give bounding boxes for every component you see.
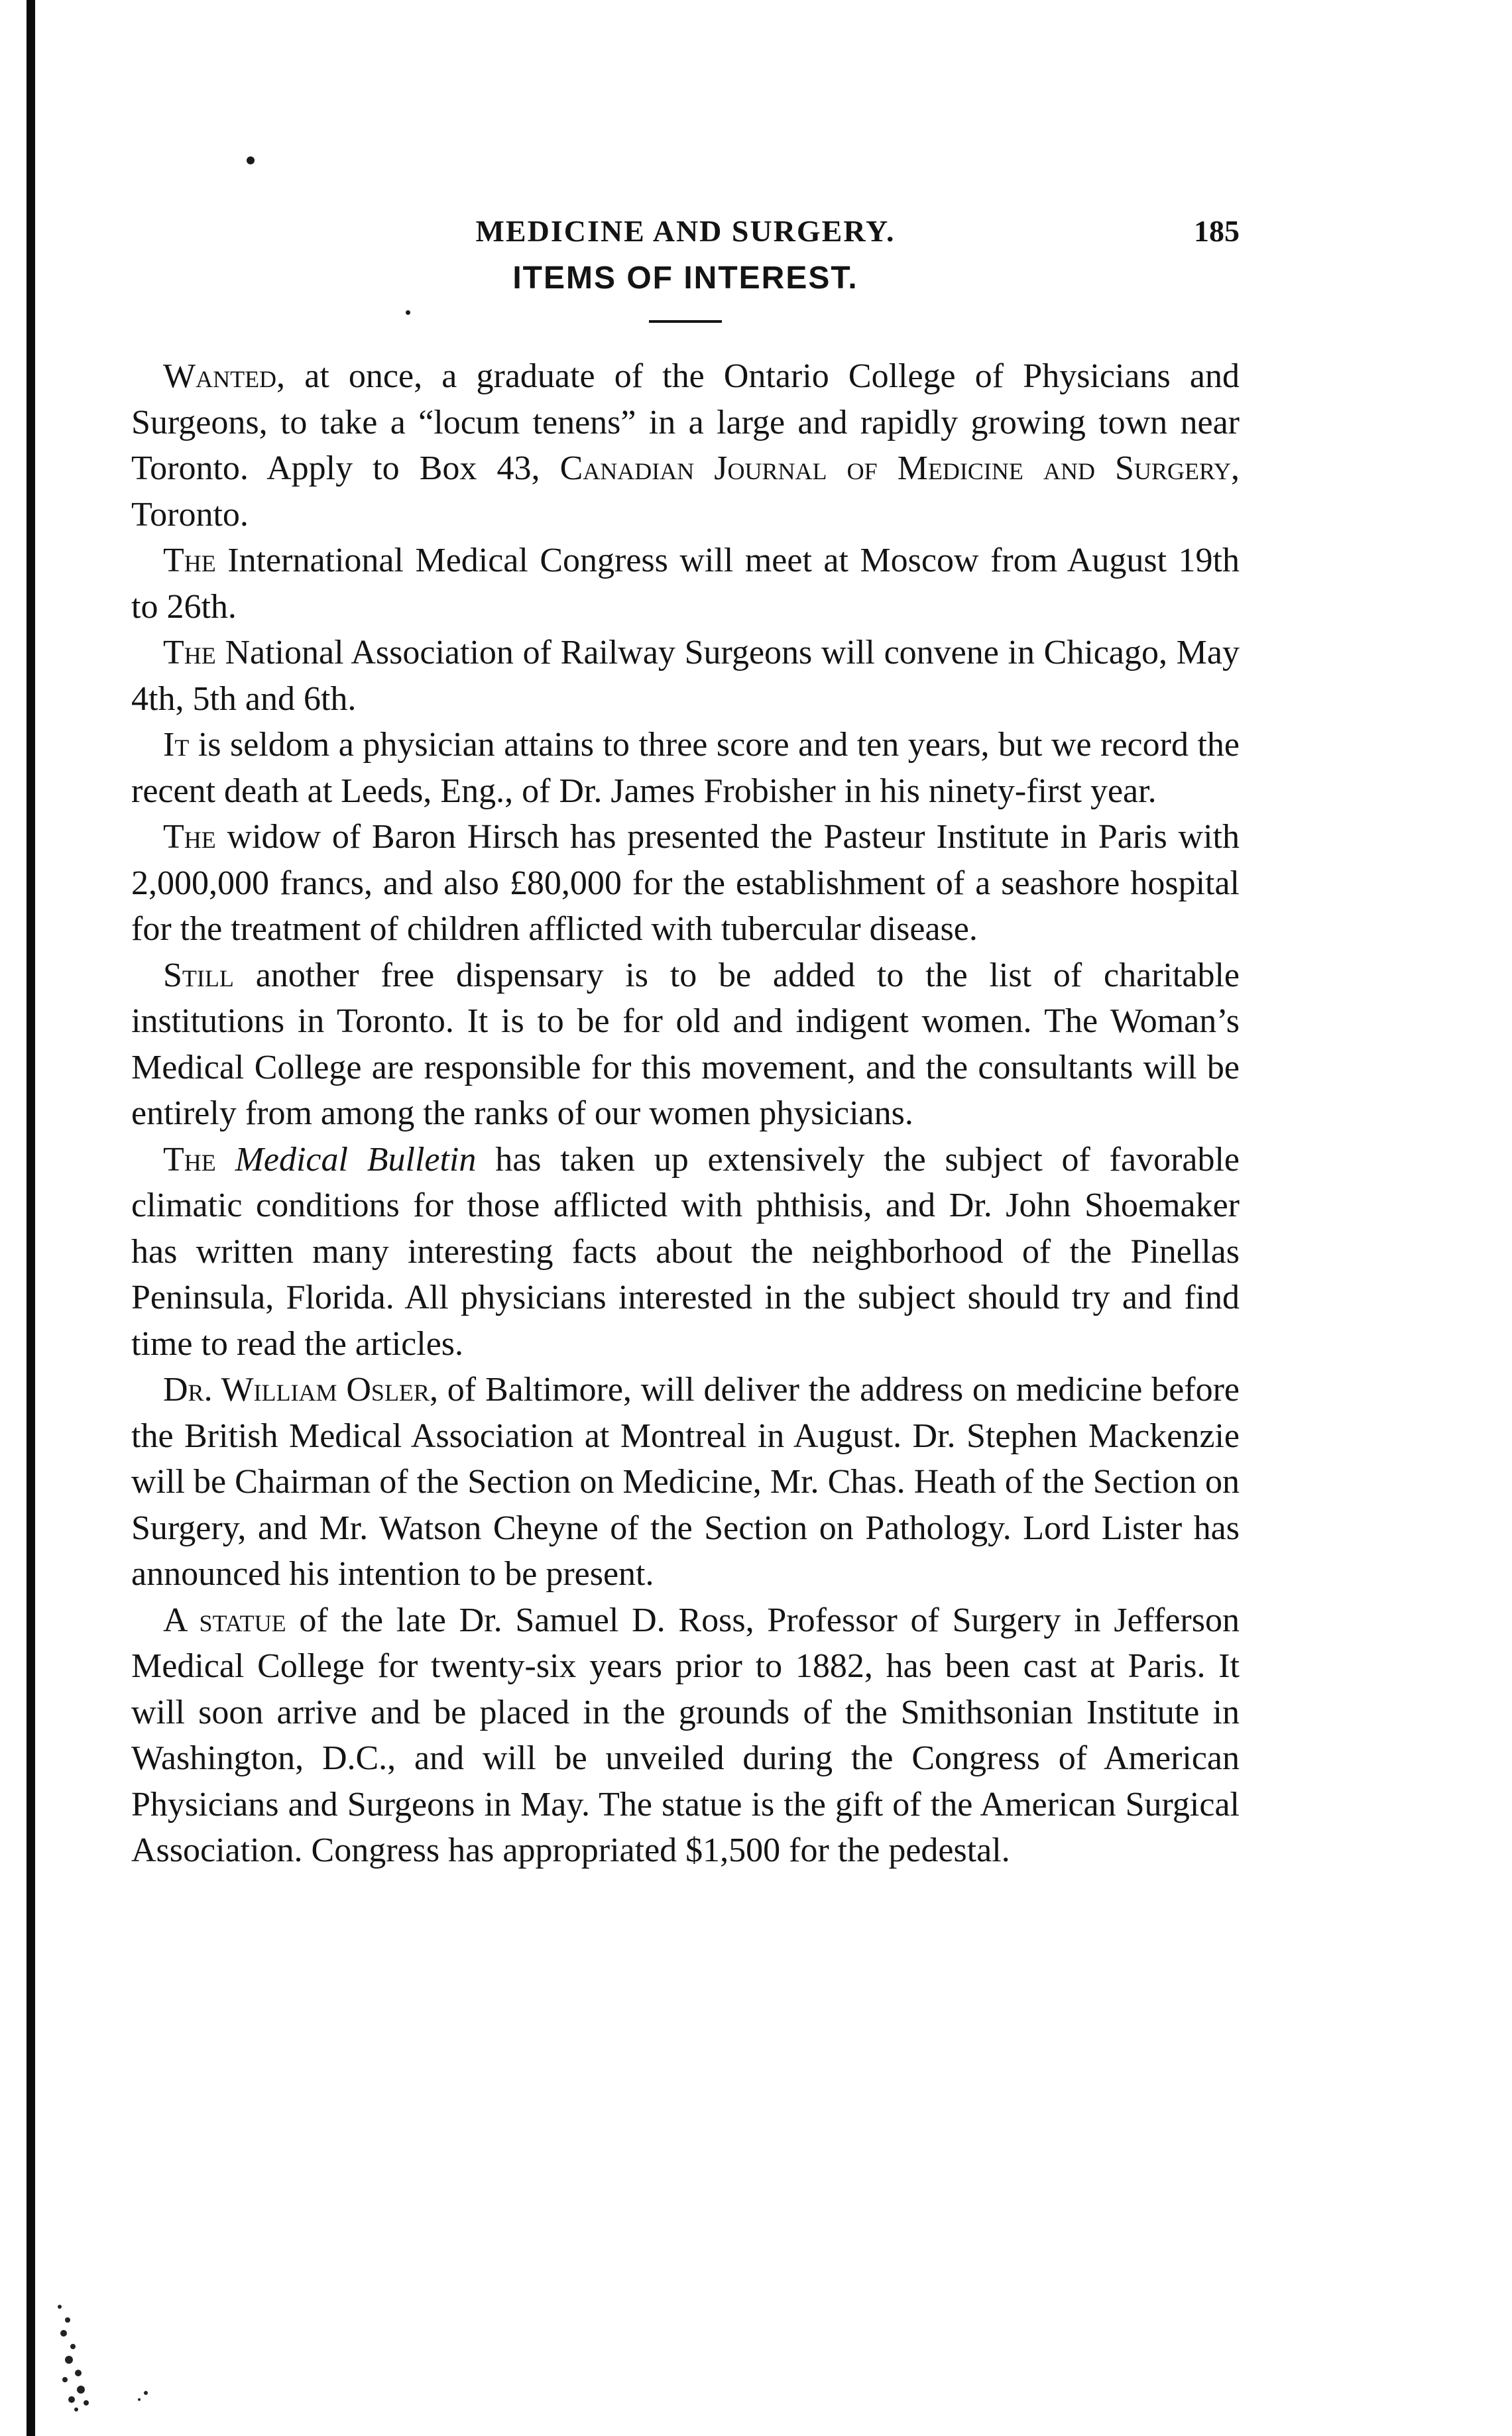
item-railway (131, 630, 1240, 722)
item-osler (131, 1367, 1240, 1597)
item-text: widow of Baron Hirsch has presented the Pasteur Institute in Paris with 2,000,000 francs, and also £80,000 for the establishment of a seashore hospital for the treatment of children afflicted with tubercular disease. (131, 818, 1240, 948)
item-lead: A statue (163, 1601, 286, 1639)
item-congress (131, 538, 1240, 630)
item-lead: The (163, 818, 216, 856)
page-header (131, 199, 1240, 252)
page-body (131, 199, 1240, 1874)
item-statue (131, 1597, 1240, 1874)
item-lead: The (163, 634, 216, 671)
section-title: ITEMS OF INTEREST. (512, 261, 858, 296)
scan-noise (40, 2267, 152, 2419)
item-text: of the late Dr. Samuel D. Ross, Professor of Surgery in Jefferson Medical College for twenty-six years prior to 1882, has been cast at Paris. It will soon arrive and be placed in the grounds of the Smithsonian Institute in Washington, D.C., and will be unveiled during the Congress of American Physicians and Surgeons in May. The statue is the gift of the American Surgical Association. Congress has appropriated $1,500 for the pedestal. (131, 1601, 1240, 1869)
item-lead: The (163, 542, 216, 579)
item-dispensary (131, 953, 1240, 1137)
item-bulletin (131, 1137, 1240, 1367)
item-text: another free dispensary is to be added to the list of charitable institutions in Toronto. It is to be for old and indigent women. The Woman’s Medical College are responsible for this movement, and the consultants will be entirely from among the ranks of our women physicians. (131, 956, 1240, 1132)
item-lead: The (163, 1140, 216, 1179)
item-text: of Baltimore, will deliver the address on medicine before the British Medical Association at Montreal in August. Dr. Stephen Mackenzie will be Chairman of the Section on Medicine, Mr. Chas. Heath of the Section on Surgery, and Mr. Watson Cheyne of the Section on Pathology. Lord Lister has announced his intention to be present. (131, 1371, 1240, 1593)
item-text: has taken up extensively the subject of favorable climatic conditions for those afflicted with phthisis, and Dr. John Shoemaker has written many interesting facts about the neighborhood of the Pinellas Peninsula, Florida. All physicians interested in the subject should try and find time to read the articles. (131, 1140, 1240, 1363)
item-hirsch (131, 814, 1240, 953)
running-head: MEDICINE AND SURGERY. (475, 214, 896, 248)
ink-speck (247, 156, 255, 164)
item-frobisher (131, 722, 1240, 814)
journal-name: Canadian Journal of Medicine and Surgery (559, 449, 1231, 487)
page-number: 185 (1194, 214, 1240, 248)
item-text: is seldom a physician attains to three score and ten years, but we record the recent death at Leeds, Eng., of Dr. James Frobisher in his ninety-first year. (131, 726, 1240, 810)
item-wanted (131, 353, 1240, 538)
item-text: National Association of Railway Surgeons will convene in Chicago, May 4th, 5th and 6th. (131, 634, 1240, 718)
item-lead: Dr. William Osler, (163, 1371, 438, 1409)
item-text: at once, a graduate of the Ontario College of Physicians and Surgeons, to take a “locum tenens” in a large and rapidly growing town near Toronto. Apply to Box 43, (131, 357, 1240, 487)
item-lead: Wanted, (163, 357, 286, 395)
item-text: International Medical Congress will meet at Moscow from August 19th to 26th. (131, 542, 1240, 626)
publication-title: Medical Bulletin (235, 1140, 477, 1179)
binding-edge (27, 0, 35, 2436)
item-text: , Toronto. (131, 449, 1240, 534)
item-lead: Still (163, 956, 234, 994)
title-rule (649, 320, 722, 323)
item-lead: It (163, 726, 190, 764)
